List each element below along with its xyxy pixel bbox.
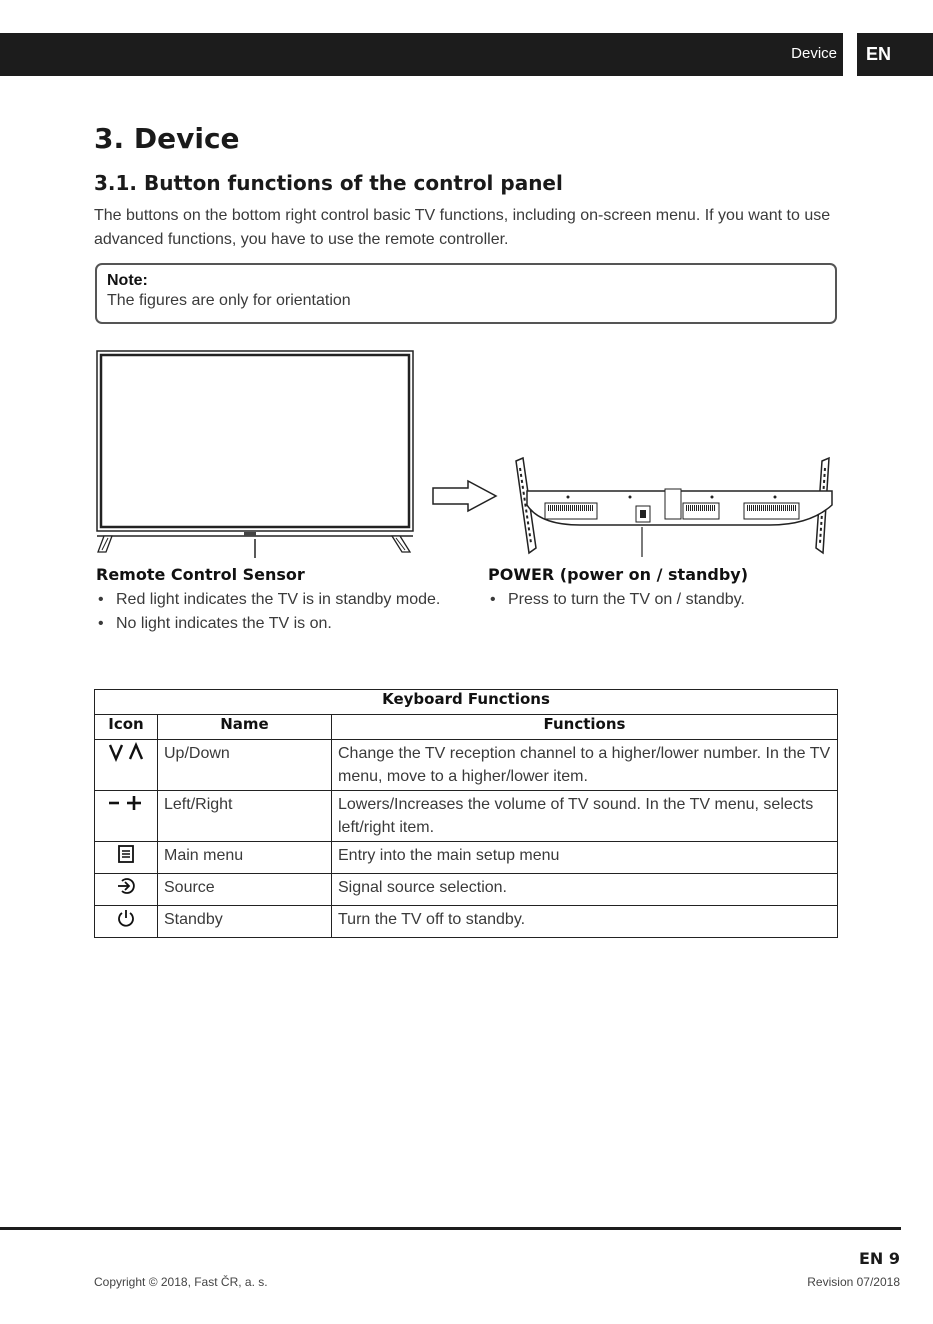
minus-plus-icon: [106, 793, 146, 813]
table-row: [95, 906, 838, 938]
power-title: POWER (power on / standby): [488, 565, 749, 584]
table-row: [95, 842, 838, 874]
language-label: EN: [866, 44, 892, 64]
remote-sensor-title: Remote Control Sensor: [96, 565, 305, 584]
icon-cell: [95, 740, 158, 791]
note-text: The figures are only for orientation: [107, 292, 351, 309]
remote-sensor-list: [96, 588, 456, 636]
icon-cell: [95, 874, 158, 906]
intro-paragraph: The buttons on the bottom right control basic TV functions, including on-screen menu. If you want to use advanced functions, you have to use the remote controller.: [94, 207, 831, 248]
icon-cell: [95, 842, 158, 874]
section-title: 3.1. Button functions of the control panel: [94, 171, 563, 195]
list-item: • Red light indicates the TV is in standby mode.: [96, 588, 456, 612]
page-title: 3. Device: [94, 122, 240, 155]
keyboard-functions-table: [94, 689, 838, 938]
icon-cell: [95, 906, 158, 938]
icon-cell: [95, 791, 158, 842]
function-cell: Signal source selection.: [332, 874, 838, 906]
table-row: [95, 874, 838, 906]
list-item: • No light indicates the TV is on.: [96, 612, 456, 636]
note-box: [95, 263, 837, 324]
copyright-text: Copyright © 2018, Fast ČR, a. s.: [94, 1275, 268, 1289]
note-title: Note:: [107, 272, 148, 289]
column-header-name: Name: [158, 715, 332, 740]
language-badge: [857, 33, 933, 76]
menu-icon: [116, 844, 136, 864]
page-number: EN 9: [858, 1249, 900, 1268]
function-cell: Turn the TV off to standby.: [332, 906, 838, 938]
function-cell: Change the TV reception channel to a higher/lower number. In the TV menu, move to a higher/lower item.: [332, 740, 838, 791]
tv-front-illustration: [94, 348, 424, 560]
footer-divider: [0, 1227, 901, 1230]
list-item: • Press to turn the TV on / standby.: [488, 588, 828, 612]
column-header-icon: Icon: [95, 715, 158, 740]
name-cell: Main menu: [158, 842, 332, 874]
name-cell: Left/Right: [158, 791, 332, 842]
table-row: [95, 791, 838, 842]
column-header-functions: Functions: [332, 715, 838, 740]
revision-text: Revision 07/2018: [807, 1275, 900, 1289]
power-icon: [116, 908, 136, 928]
name-cell: Standby: [158, 906, 332, 938]
name-cell: Source: [158, 874, 332, 906]
function-cell: Lowers/Increases the volume of TV sound. In the TV menu, selects left/right item.: [332, 791, 838, 842]
source-icon: [116, 876, 136, 896]
header-bar: [0, 33, 843, 76]
header-section-title: Device: [791, 45, 837, 62]
tv-back-illustration: [430, 453, 840, 563]
function-cell: Entry into the main setup menu: [332, 842, 838, 874]
table-row: [95, 740, 838, 791]
power-list: [488, 588, 828, 612]
table-caption: Keyboard Functions: [95, 690, 838, 715]
up-down-icon: [106, 742, 146, 762]
name-cell: Up/Down: [158, 740, 332, 791]
